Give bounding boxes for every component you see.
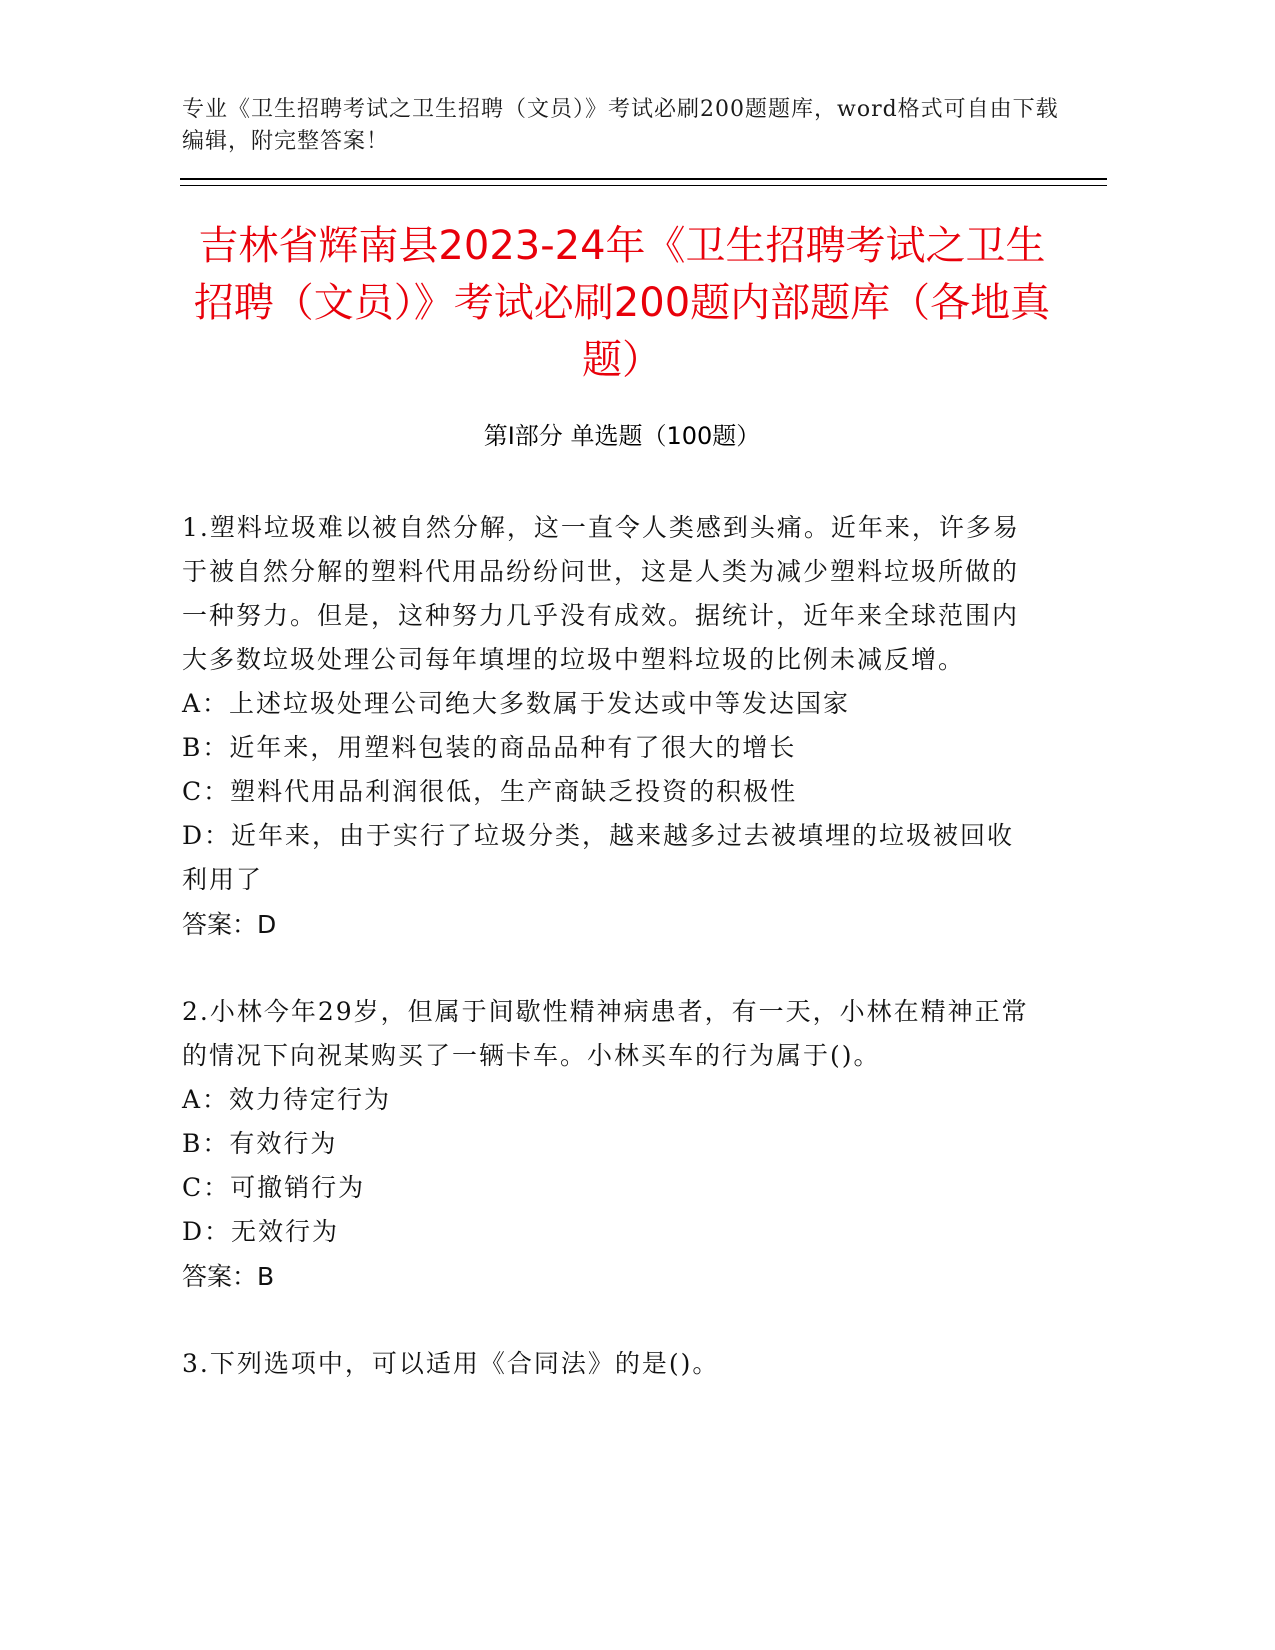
section-title: 第I部分 单选题（100题） <box>483 422 761 450</box>
question-2 <box>182 990 1032 1300</box>
question-list <box>182 506 1032 1428</box>
answer-line: 答案：D <box>182 910 277 939</box>
option-b: B：有效行为 <box>182 1129 338 1158</box>
header-note: 专业《卫生招聘考试之卫生招聘（文员）》考试必刷200题题库，word格式可自由下载编辑，附完整答案！ <box>182 97 1059 154</box>
document-title: 吉林省辉南县2023-24年《卫生招聘考试之卫生招聘（文员）》考试必刷200题内部题库（各地真题） <box>193 223 1051 383</box>
option-d: D：无效行为 <box>182 1217 340 1246</box>
question-stem: 3.下列选项中，可以适用《合同法》的是()。 <box>182 1349 720 1378</box>
option-a: A：效力待定行为 <box>182 1085 392 1114</box>
option-a: A：上述垃圾处理公司绝大多数属于发达或中等发达国家 <box>182 689 851 718</box>
question-stem: 1.塑料垃圾难以被自然分解，这一直令人类感到头痛。近年来，许多易于被自然分解的塑料代用品纷纷问世，这是人类为减少塑料垃圾所做的一种努力。但是，这种努力几乎没有成效。据统计，近年来全球范围内大多数垃圾处理公司每年填埋的垃圾中塑料垃圾的比例未减反增。 <box>182 513 1020 674</box>
option-d: D：近年来，由于实行了垃圾分类，越来越多过去被填埋的垃圾被回收利用了 <box>182 821 1015 894</box>
question-3 <box>182 1342 1032 1386</box>
answer-line: 答案：B <box>182 1262 275 1291</box>
header-divider-thin <box>180 185 1107 186</box>
question-stem: 2.小林今年29岁，但属于间歇性精神病患者，有一天，小林在精神正常的情况下向祝某购买了一辆卡车。小林买车的行为属于()。 <box>182 997 1029 1070</box>
question-1 <box>182 506 1032 948</box>
option-c: C：可撤销行为 <box>182 1173 366 1202</box>
option-b: B：近年来，用塑料包装的商品品种有了很大的增长 <box>182 733 797 762</box>
option-c: C：塑料代用品利润很低，生产商缺乏投资的积极性 <box>182 777 798 806</box>
header-divider-thick <box>180 178 1107 180</box>
